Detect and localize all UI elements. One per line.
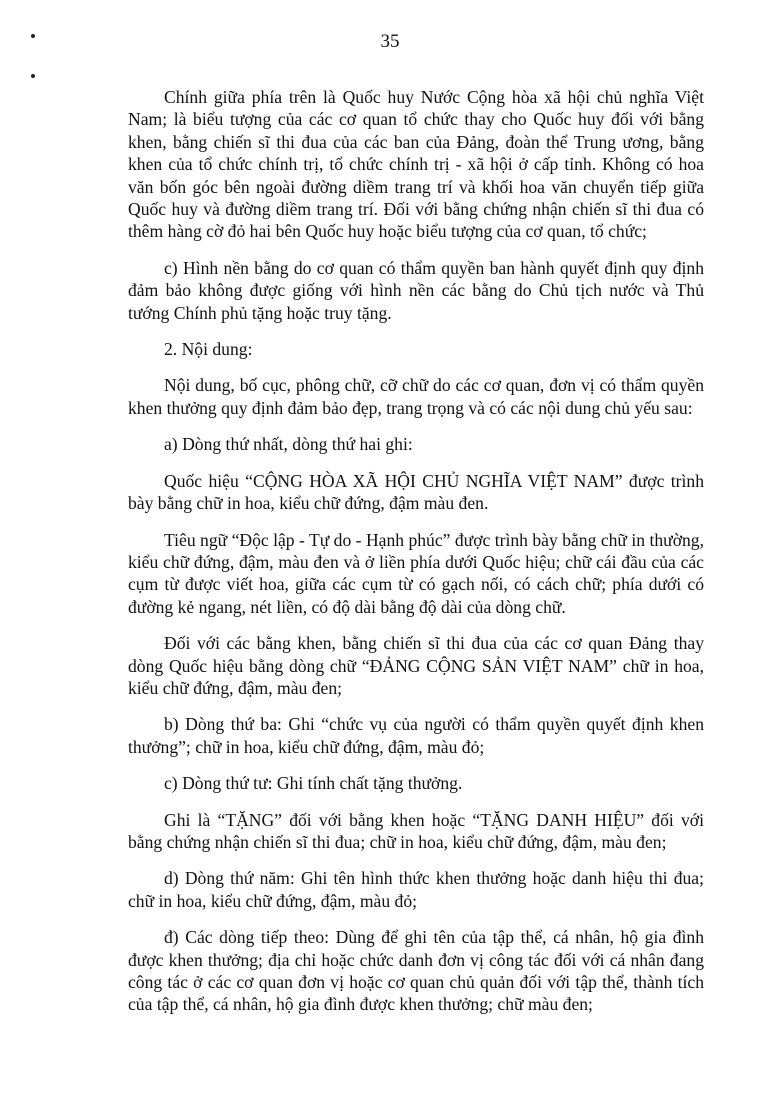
page-number: 35 [380,31,400,52]
paragraph-motto: Tiêu ngữ “Độc lập - Tự do - Hạnh phúc” được trình bày bằng chữ in thường, kiểu chữ đứng, đậm, màu đen và ở liền phía dưới Quốc hiệu; chữ cái đầu của các cụm từ được viết hoa, giữa các cụm từ có gạch nối, có cách chữ; phía dưới có đường kẻ ngang, nét liền, có độ dài bằng độ dài của dòng chữ. [128,529,704,617]
paragraph-item-b: b) Dòng thứ ba: Ghi “chức vụ của người có thẩm quyền quyết định khen thưởng”; chữ in hoa, kiểu chữ đứng, đậm, màu đỏ; [128,714,704,757]
paragraph-party-agencies: Đối với các bằng khen, bằng chiến sĩ thi đua của các cơ quan Đảng thay dòng Quốc hiệu bằng dòng chữ “ĐẢNG CỘNG SẢN VIỆT NAM” chữ in hoa, kiểu chữ đứng, đậm, màu đen; [128,633,704,698]
paragraph-item-dd: đ) Các dòng tiếp theo: Dùng để ghi tên của tập thể, cá nhân, hộ gia đình được khen thưởng; địa chỉ hoặc chức danh đơn vị công tác đối với cá nhân đang công tác ở các cơ quan đơn vị hoặc cơ quan chủ quản đối với tập thể, thành tích của tập thể, cá nhân, hộ gia đình được khen thưởng; chữ màu đen; [128,927,704,1015]
paragraph-item-c-background: c) Hình nền bằng do cơ quan có thẩm quyền ban hành quyết định quy định đảm bảo không được giống với hình nền các bằng do Chủ tịch nước và Thủ tướng Chính phủ tặng hoặc truy tặng. [128,257,704,323]
paragraph-content-intro: Nội dung, bố cục, phông chữ, cỡ chữ do các cơ quan, đơn vị có thẩm quyền khen thưởng quy định đảm bảo đẹp, trang trọng và có các nội dung chủ yếu sau: [128,375,704,418]
document-body [128,86,704,1030]
margin-dot [31,74,35,78]
paragraph-award-wording: Ghi là “TẶNG” đối với bằng khen hoặc “TẶNG DANH HIỆU” đối với bằng chứng nhận chiến sĩ thi đua; chữ in hoa, kiểu chữ đứng, đậm, màu đen; [128,809,704,852]
paragraph-national-title: Quốc hiệu “CỘNG HÒA XÃ HỘI CHỦ NGHĨA VIỆT NAM” được trình bày bằng chữ in hoa, kiểu chữ đứng, đậm màu đen. [128,470,704,514]
section-heading-content: 2. Nội dung: [164,339,253,360]
paragraph-item-c: c) Dòng thứ tư: Ghi tính chất tặng thưởng. [164,773,463,794]
paragraph-emblem-description: Chính giữa phía trên là Quốc huy Nước Cộng hòa xã hội chủ nghĩa Việt Nam; là biểu tượng của các cơ quan tổ chức thay cho Quốc huy đối với bằng khen, bằng chiến sĩ thi đua của các ban của Đảng, đoàn thể Trung ương, bằng khen của tổ chức chính trị, tổ chức chính trị - xã hội ở cấp tỉnh. Không có hoa văn bốn góc bên ngoài đường diềm trang trí và khối hoa văn chuyển tiếp giữa Quốc huy và đường diềm trang trí. Đối với bằng chứng nhận chiến sĩ thi đua có thêm hàng cờ đỏ hai bên Quốc huy hoặc biểu tượng của cơ quan, tổ chức; [128,87,704,242]
paragraph-item-a: a) Dòng thứ nhất, dòng thứ hai ghi: [164,434,413,455]
paragraph-item-d: d) Dòng thứ năm: Ghi tên hình thức khen thưởng hoặc danh hiệu thi đua; chữ in hoa, kiểu chữ đứng, đậm, màu đỏ; [128,868,704,911]
